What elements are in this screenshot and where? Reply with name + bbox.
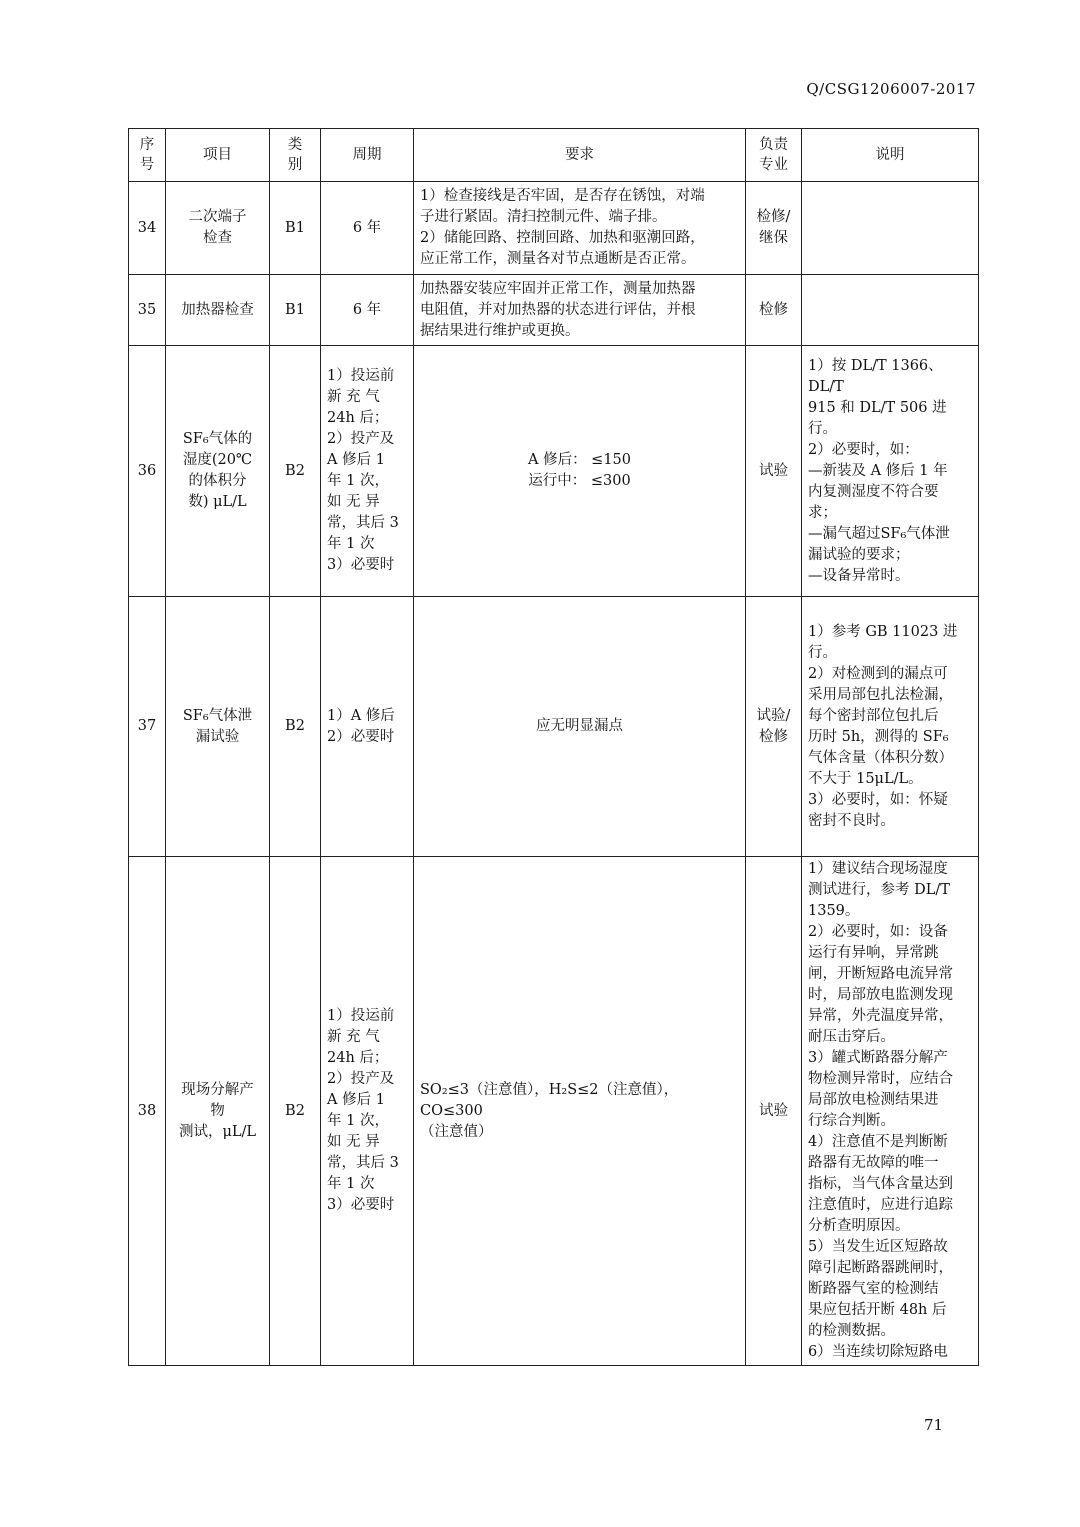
cell-line: 2）必要时，如：设备 <box>808 924 948 940</box>
cell-item <box>166 597 270 857</box>
cell-line: 不大于 15μL/L。 <box>808 770 923 787</box>
header-item: 项目 <box>166 129 270 182</box>
cell-line: 漏试验的要求； <box>808 546 910 563</box>
cell-line: 测试进行，参考 DL/T <box>808 882 950 898</box>
cell-responsible <box>746 857 802 1366</box>
cell-line: 继保 <box>759 230 788 246</box>
cell-line: 2）必要时，如： <box>808 441 919 458</box>
cell-line: 如 无 异 <box>327 494 380 510</box>
cell-line: 试验 <box>759 1102 788 1119</box>
cell-line: 常，其后 3 <box>327 515 399 531</box>
cell-line: —新装及 A 修后 1 年 <box>808 462 948 479</box>
cell-line: B1 <box>285 219 305 236</box>
cell-category <box>270 346 321 597</box>
cell-line: 历时 5h，测得的 SF₆ <box>808 728 949 745</box>
cell-line: 检修/ <box>756 209 791 225</box>
cell-line: 5）当发生近区短路故 <box>808 1239 948 1255</box>
cell-line: A 修后 1 <box>327 1092 385 1108</box>
cell-line: 年 1 次 <box>327 1176 375 1192</box>
cell-line: 湿度(20℃ <box>182 452 253 468</box>
cell-seq <box>129 346 166 597</box>
cell-seq <box>129 182 166 275</box>
cell-responsible <box>746 182 802 275</box>
cell-line: B2 <box>285 718 305 734</box>
table-row <box>129 857 979 1366</box>
cell-explanation <box>802 275 979 346</box>
cell-line: 物 <box>210 1102 225 1119</box>
cell-category <box>270 182 321 275</box>
cell-line: 加热器安装应牢固并正常工作，测量加热器 <box>420 280 696 297</box>
cell-category <box>270 597 321 857</box>
cell-line: 的体积分 <box>188 473 247 489</box>
cell-line: 3）必要时 <box>327 1197 395 1213</box>
cell-line: 4）注意值不是判断断 <box>808 1134 948 1150</box>
cell-item <box>166 857 270 1366</box>
cell-line: 2）储能回路、控制回路、加热和驱潮回路， <box>420 230 705 246</box>
cell-line: 3）罐式断路器分解产 <box>808 1050 948 1066</box>
cell-requirement <box>414 346 746 597</box>
cell-line: 检查 <box>203 230 232 246</box>
cell-line: 测试，μL/L <box>178 1123 257 1140</box>
cell-line: 年 1 次， <box>327 473 389 489</box>
cell-item <box>166 275 270 346</box>
header-requirement: 要求 <box>414 129 746 182</box>
header-period: 周期 <box>321 129 414 182</box>
cell-line: 运行中： ≤300 <box>528 473 631 489</box>
cell-line: 1）建议结合现场湿度 <box>808 861 948 877</box>
cell-period <box>321 597 414 857</box>
cell-line: 1）投运前 <box>327 1008 395 1024</box>
cell-line: 时，局部放电监测发现 <box>808 987 953 1003</box>
cell-line: —设备异常时。 <box>808 567 910 584</box>
cell-line: 37 <box>137 718 157 734</box>
cell-line: 1）参考 GB 11023 进 <box>808 623 958 640</box>
table-row <box>129 346 979 597</box>
cell-line: 1）投运前 <box>327 368 395 384</box>
cell-line: 36 <box>137 462 157 479</box>
page-number: 71 <box>924 1416 944 1434</box>
cell-seq <box>129 857 166 1366</box>
cell-requirement <box>414 597 746 857</box>
cell-line: SF₆气体泄 <box>182 707 253 724</box>
cell-line: 24h 后； <box>327 1050 389 1066</box>
cell-line: 应正常工作，测量各对节点通断是否正常。 <box>420 251 696 267</box>
cell-line: 分析查明原因。 <box>808 1218 910 1234</box>
cell-line: 物检测异常时，应结合 <box>808 1071 953 1087</box>
cell-line: 应无明显漏点 <box>536 718 623 734</box>
cell-category <box>270 857 321 1366</box>
cell-line: 行综合判断。 <box>808 1113 895 1129</box>
cell-line: 二次端子 <box>188 209 247 225</box>
cell-line: 34 <box>137 219 157 236</box>
cell-line: 的检测数据。 <box>808 1323 895 1339</box>
cell-requirement <box>414 275 746 346</box>
cell-line: 数) μL/L <box>188 494 247 510</box>
cell-line: 新 充 气 <box>327 1029 380 1045</box>
cell-line: 果应包括开断 48h 后 <box>808 1302 947 1318</box>
cell-line: 如 无 异 <box>327 1134 380 1150</box>
cell-line: 试验 <box>759 462 788 479</box>
table-header-row <box>129 129 979 182</box>
cell-category <box>270 275 321 346</box>
cell-line: 试验/ <box>756 707 791 724</box>
cell-line: 采用局部包扎法检漏， <box>808 686 953 703</box>
cell-line: 密封不良时。 <box>808 812 895 829</box>
cell-seq <box>129 275 166 346</box>
cell-line: 年 1 次 <box>327 536 375 552</box>
cell-line: 耐压击穿后。 <box>808 1029 895 1045</box>
cell-line: 常，其后 3 <box>327 1155 399 1171</box>
cell-explanation <box>802 857 979 1366</box>
cell-line: 1）检查接线是否牢固，是否存在锈蚀，对端 <box>420 188 705 204</box>
cell-line: 子进行紧固。清扫控制元件、端子排。 <box>420 209 667 225</box>
header-responsible: 负责 专业 <box>746 129 802 182</box>
cell-line: 1）A 修后 <box>327 707 395 724</box>
header-explanation: 说明 <box>802 129 979 182</box>
cell-line: 漏试验 <box>195 728 240 745</box>
cell-line: 检修 <box>759 301 788 318</box>
cell-line: B1 <box>285 301 305 318</box>
cell-line: 求； <box>808 504 837 521</box>
table-row <box>129 182 979 275</box>
cell-responsible <box>746 597 802 857</box>
cell-line: 断路器气室的检测结 <box>808 1281 939 1297</box>
cell-period <box>321 346 414 597</box>
cell-explanation <box>802 346 979 597</box>
cell-responsible <box>746 275 802 346</box>
cell-explanation <box>802 182 979 275</box>
cell-period <box>321 275 414 346</box>
cell-line: 新 充 气 <box>327 389 380 405</box>
cell-line: B2 <box>285 1102 305 1119</box>
cell-line: A 修后： ≤150 <box>527 452 631 468</box>
cell-line: 路器有无故障的唯一 <box>808 1155 939 1171</box>
cell-line: （注意值） <box>420 1123 493 1140</box>
cell-line: 3）必要时 <box>327 557 395 573</box>
cell-period <box>321 182 414 275</box>
cell-line: SO₂≤3（注意值），H₂S≤2（注意值），CO≤300 <box>420 1081 679 1119</box>
cell-line: 2）投产及 <box>327 1071 395 1087</box>
cell-item <box>166 182 270 275</box>
cell-line: 6 年 <box>352 301 382 318</box>
cell-line: 局部放电检测结果进 <box>808 1092 939 1108</box>
cell-line: B2 <box>285 462 305 479</box>
cell-line: 气体含量（体积分数） <box>808 749 953 766</box>
cell-line: 35 <box>137 301 157 318</box>
cell-line: 运行有异响，异常跳 <box>808 945 939 961</box>
cell-line: 电阻值，并对加热器的状态进行评估，并根 <box>420 301 696 318</box>
cell-line: 注意值时，应进行追踪 <box>808 1197 953 1213</box>
cell-line: 每个密封部位包扎后 <box>808 707 939 724</box>
cell-line: 2）对检测到的漏点可 <box>808 665 948 682</box>
cell-line: A 修后 1 <box>327 452 385 468</box>
cell-requirement <box>414 857 746 1366</box>
header-seq: 序 号 <box>129 129 166 182</box>
cell-line: 年 1 次， <box>327 1113 389 1129</box>
cell-line: 行。 <box>808 644 837 661</box>
cell-line: 1359。 <box>808 903 860 919</box>
table-row <box>129 597 979 857</box>
maintenance-table <box>128 128 979 1366</box>
cell-line: 闸，开断短路电流异常 <box>808 966 953 982</box>
cell-period <box>321 857 414 1366</box>
header-category: 类 别 <box>270 129 321 182</box>
cell-line: 24h 后； <box>327 410 389 426</box>
cell-line: 3）必要时，如：怀疑 <box>808 791 948 808</box>
cell-line: 现场分解产 <box>181 1081 254 1098</box>
cell-line: SF₆气体的 <box>182 431 253 447</box>
cell-explanation <box>802 597 979 857</box>
cell-line: 加热器检查 <box>181 301 254 318</box>
cell-item <box>166 346 270 597</box>
cell-line: 2）必要时 <box>327 728 395 745</box>
cell-line: 6）当连续切除短路电 <box>808 1344 948 1360</box>
cell-line: 6 年 <box>352 219 382 236</box>
cell-line: 障引起断路器跳闸时， <box>808 1260 953 1276</box>
cell-responsible <box>746 346 802 597</box>
cell-line: 915 和 DL/T 506 进行。 <box>808 399 947 437</box>
cell-requirement <box>414 182 746 275</box>
cell-line: 1）按 DL/T 1366、DL/T <box>808 357 943 395</box>
cell-line: 38 <box>137 1102 157 1119</box>
table-row <box>129 275 979 346</box>
cell-line: 检修 <box>759 728 788 745</box>
cell-line: 内复测湿度不符合要 <box>808 483 939 500</box>
cell-line: 2）投产及 <box>327 431 395 447</box>
cell-line: —漏气超过SF₆气体泄 <box>808 525 950 542</box>
cell-seq <box>129 597 166 857</box>
cell-line: 据结果进行维护或更换。 <box>420 322 580 339</box>
cell-line: 异常，外壳温度异常， <box>808 1008 953 1024</box>
document-code: Q/CSG1206007-2017 <box>806 80 976 98</box>
cell-line: 指标，当气体含量达到 <box>808 1176 953 1192</box>
